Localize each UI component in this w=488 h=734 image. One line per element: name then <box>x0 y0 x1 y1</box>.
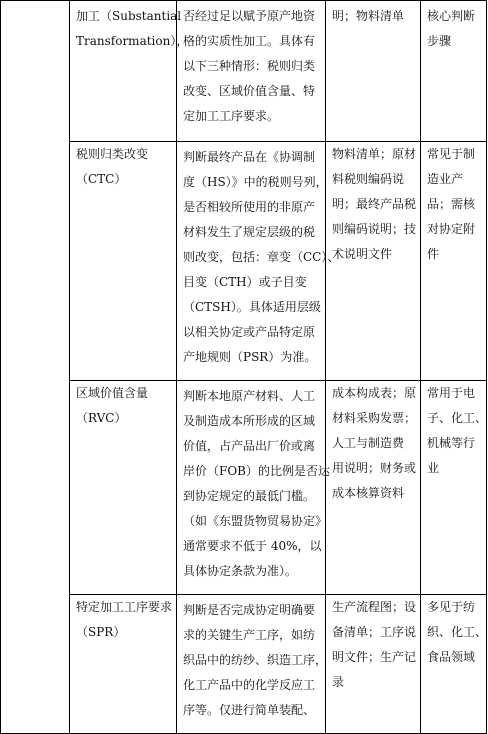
documents-cell <box>326 381 421 595</box>
definition-line: 判断是否完成协定明确要 <box>183 603 316 617</box>
definition-line: 岸价（FOB）的比例是否达 <box>183 464 330 478</box>
scope-line: 子、化工、 <box>427 411 488 425</box>
documents-line: 材料采购发票； <box>332 411 417 425</box>
documents-line: 录 <box>332 675 345 689</box>
scope-line: 业 <box>427 461 440 475</box>
documents-line: 则编码说明；技 <box>332 222 417 236</box>
definition-cell <box>177 142 340 381</box>
scope-cell <box>421 595 487 734</box>
table-row <box>1 381 487 595</box>
definition-line: 以下三种情形：税则归类 <box>183 59 316 73</box>
definition-line: 以相关协定或产品特定原 <box>183 325 316 339</box>
definition-line: 求的关键生产工序，如纺 <box>183 628 316 642</box>
definition-line: 定加工工序要求。 <box>183 109 280 123</box>
definition-line: 材料发生了规定层级的税 <box>183 225 316 239</box>
definition-line: 是否相较所使用的非原产 <box>183 200 316 214</box>
scope-cell <box>421 381 487 595</box>
definition-cell <box>177 381 330 595</box>
definition-line: 改变、区域价值含量、特 <box>183 84 316 98</box>
definition-line: 目变（CTH）或子目变 <box>183 275 307 289</box>
definition-line: 织品中的纺纱、织造工序， <box>183 653 328 667</box>
scope-line: 造业产 <box>427 172 464 186</box>
scope-cell <box>421 1 487 142</box>
definition-line: 通常要求不低于 40%，以 <box>183 539 322 553</box>
table-row <box>1 1 487 142</box>
definition-cell <box>177 1 326 142</box>
rule-name-line: （SPR） <box>76 625 126 639</box>
documents-cell <box>326 595 421 734</box>
documents-line: 成本构成表；原 <box>332 386 417 400</box>
scope-line: 常用于电 <box>427 386 476 400</box>
documents-line: 成本核算资料 <box>332 486 405 500</box>
definition-line: 序等。仅进行简单装配、 <box>183 703 316 717</box>
definition-line: 否经过足以赋予原产地资 <box>183 9 316 23</box>
rule-name-line: Transformation）， <box>76 34 189 48</box>
definition-line: 价值，占产品出厂价或离 <box>183 439 316 453</box>
documents-cell <box>326 142 421 381</box>
definition-line: 则改变，包括：章变（CC）、 <box>183 250 340 264</box>
documents-line: 明；物料清单 <box>332 9 405 23</box>
scope-line: 对协定附 <box>427 222 476 236</box>
definition-line: 度（HS）》中的税则号列， <box>183 175 328 189</box>
merged-category-cell <box>1 1 70 734</box>
scope-line: 品；需核 <box>427 197 476 211</box>
definition-line: 到协定规定的最低门槛。 <box>183 489 316 503</box>
documents-line: 明文件；生产记 <box>332 650 417 664</box>
documents-line: 用说明；财务或 <box>332 461 417 475</box>
table-row <box>1 595 487 734</box>
rule-name-line: （RVC） <box>76 411 127 425</box>
documents-line: 生产流程图；设 <box>332 600 417 614</box>
rule-name-line: 税则归类改变 <box>76 147 149 161</box>
definition-line: 化工产品中的化学反应工 <box>183 678 316 692</box>
rule-name-cell <box>70 381 177 595</box>
definition-line: 格的实质性加工。具体有 <box>183 34 316 48</box>
scope-line: 件 <box>427 247 440 261</box>
definition-line: （如《东盟货物贸易协定》 <box>183 514 328 528</box>
rule-name-cell <box>70 595 177 734</box>
scope-line: 机械等行 <box>427 436 476 450</box>
documents-line: 物料清单；原材 <box>332 147 417 161</box>
definition-line: 产地规则（PSR）为准。 <box>183 350 317 364</box>
definition-line: （CTSH）。具体适用层级 <box>183 300 321 314</box>
documents-line: 术说明文件 <box>332 247 393 261</box>
rule-name-cell <box>70 142 177 381</box>
documents-line: 人工与制造费 <box>332 436 405 450</box>
scope-line: 步骤 <box>427 34 452 48</box>
definition-cell <box>177 595 326 734</box>
documents-cell <box>326 1 421 142</box>
scope-line: 核心判断 <box>427 9 476 23</box>
documents-line: 明；最终产品税 <box>332 197 417 211</box>
scope-line: 多见于纺 <box>427 600 476 614</box>
rule-name-line: （CTC） <box>76 172 127 186</box>
rule-name-line: 区域价值含量 <box>76 386 149 400</box>
scope-line: 常见于制 <box>427 147 476 161</box>
documents-line: 料税则编码说 <box>332 172 405 186</box>
scope-line: 食品领域 <box>427 650 476 664</box>
scope-cell <box>421 142 487 381</box>
rule-name-cell <box>70 1 189 142</box>
table-row <box>1 142 487 381</box>
scope-line: 织、化工、 <box>427 625 488 639</box>
rule-name-line: 特定加工工序要求 <box>76 600 173 614</box>
definition-line: 判断本地原产材料、人工 <box>183 389 316 403</box>
documents-line: 备清单；工序说 <box>332 625 417 639</box>
definition-line: 判断最终产品在《协调制 <box>183 150 316 164</box>
definition-line: 及制造成本所形成的区域 <box>183 414 316 428</box>
definition-line: 具体协定条款为准）。 <box>183 564 298 578</box>
rule-name-line: 加工（Substantial <box>76 9 182 23</box>
